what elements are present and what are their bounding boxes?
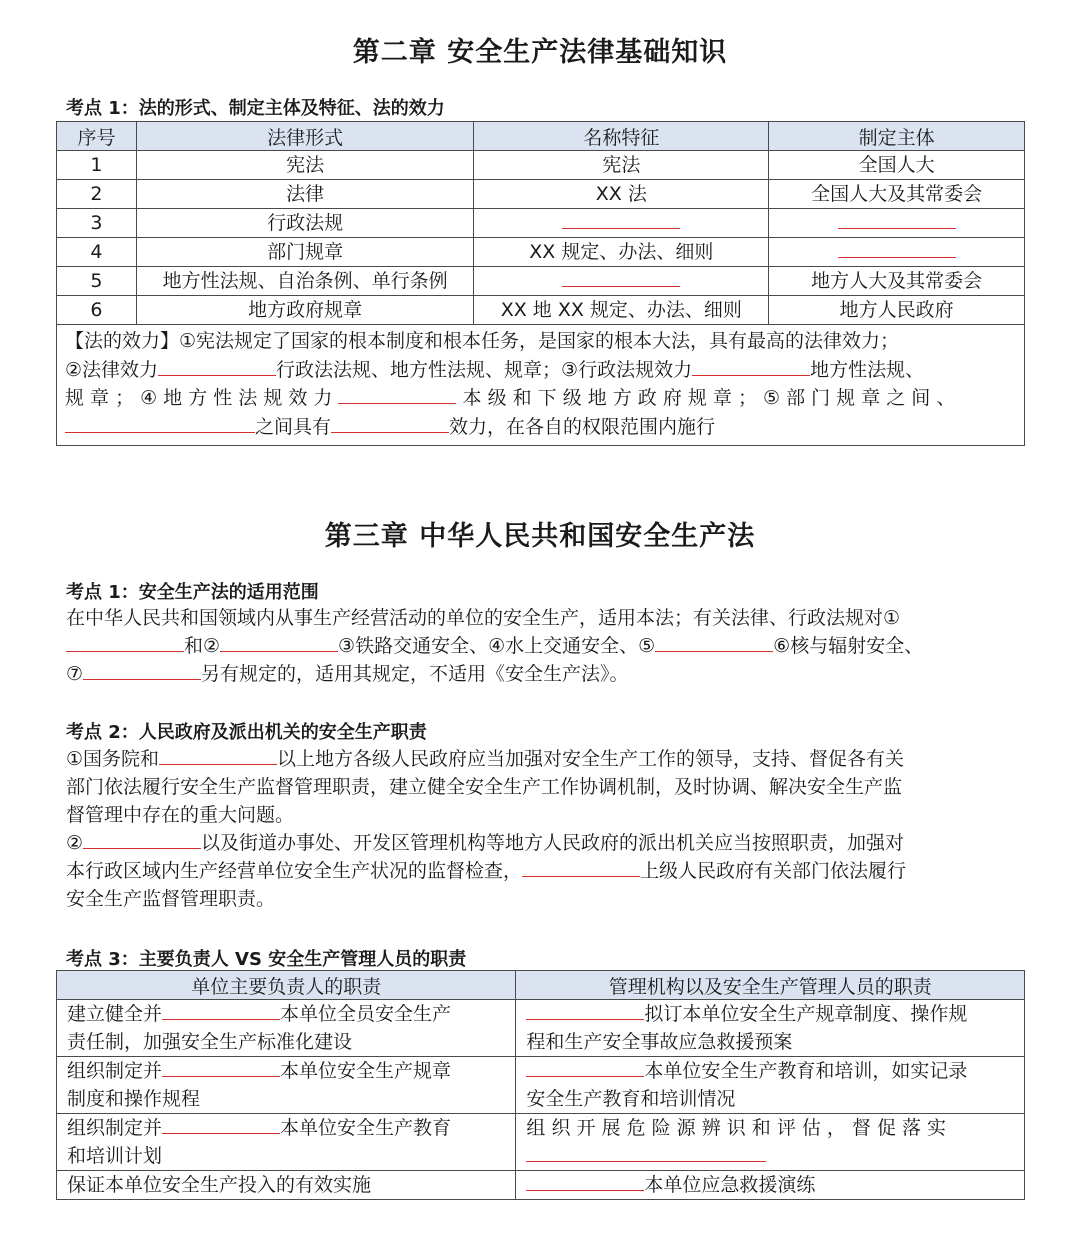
duties-table bbox=[56, 970, 1025, 1200]
cell-no: 5 bbox=[57, 267, 137, 296]
ch3-kd3-heading: 考点 3：主要负责人 VS 安全生产管理人员的职责 bbox=[66, 949, 467, 970]
table-row bbox=[57, 1171, 1025, 1200]
fill-blank bbox=[526, 1058, 644, 1077]
fill-blank bbox=[526, 1172, 644, 1191]
cell-no: 6 bbox=[57, 296, 137, 325]
fill-blank bbox=[838, 210, 956, 229]
chapter2-title: 第二章 安全生产法律基础知识 bbox=[352, 37, 728, 68]
fill-blank bbox=[66, 633, 184, 652]
kd2-line-5: 本行政区域内生产经营单位安全生产状况的监督检查， 上级人民政府有关部门依法履行 bbox=[66, 860, 907, 882]
cell-principal: 组织制定并 本单位安全生产规章 制度和操作规程 bbox=[57, 1057, 516, 1114]
table-row bbox=[57, 267, 1025, 296]
fill-blank bbox=[220, 633, 338, 652]
fill-blank bbox=[331, 414, 449, 433]
cell-form: 宪法 bbox=[136, 151, 474, 180]
kd1-line-1: 在中华人民共和国领域内从事生产经营活动的单位的安全生产，适用本法；有关法律、行政法规对① bbox=[66, 607, 901, 629]
cell-feature: 宪法 bbox=[474, 151, 769, 180]
fill-blank bbox=[83, 661, 201, 680]
header-form: 法律形式 bbox=[136, 122, 474, 151]
header-manager: 管理机构以及安全生产管理人员的职责 bbox=[516, 971, 1025, 1000]
fill-blank bbox=[526, 1001, 644, 1020]
cell-body: 全国人大 bbox=[769, 151, 1025, 180]
fill-blank bbox=[838, 239, 956, 258]
cell-no: 1 bbox=[57, 151, 137, 180]
cell-principal: 建立健全并 本单位全员安全生产 责任制，加强安全生产标准化建设 bbox=[57, 1000, 516, 1057]
table-row bbox=[57, 1114, 1025, 1171]
fill-blank bbox=[162, 1001, 280, 1020]
header-no: 序号 bbox=[57, 122, 137, 151]
fill-blank bbox=[162, 1058, 280, 1077]
effect-line-3: 规 章 ； ④ 地 方 性 法 规 效 力 本 级 和 下 级 地 方 政 府 规 章 ； ⑤ 部 门 规 章 之 间 、 bbox=[65, 387, 956, 409]
header-principal: 单位主要负责人的职责 bbox=[57, 971, 516, 1000]
fill-blank bbox=[338, 385, 456, 404]
ch3-kd1-heading: 考点 1：安全生产法的适用范围 bbox=[66, 582, 319, 603]
cell-form: 行政法规 bbox=[136, 209, 474, 238]
table-header-row bbox=[57, 122, 1025, 151]
kd2-line-3: 督管理中存在的重大问题。 bbox=[66, 804, 295, 826]
kd1-line-2: 和② ③铁路交通安全、④水上交通安全、⑤ ⑥核与辐射安全、 bbox=[66, 632, 1016, 660]
kd2-line-2: 部门依法履行安全生产监督管理职责，建立健全安全生产工作协调机制，及时协调、解决安全生产监 bbox=[66, 776, 903, 798]
cell-manager: 本单位安全生产教育和培训，如实记录 安全生产教育和培训情况 bbox=[516, 1057, 1025, 1114]
fill-blank bbox=[162, 1115, 280, 1134]
cell-no: 4 bbox=[57, 238, 137, 267]
cell-manager: 组 织 开 展 危 险 源 辨 识 和 评 估 ， 督 促 落 实 bbox=[516, 1114, 1025, 1171]
kd1-line-3: ⑦ 另有规定的，适用其规定，不适用《安全生产法》。 bbox=[66, 663, 629, 685]
fill-blank bbox=[655, 633, 773, 652]
table-row bbox=[57, 151, 1025, 180]
fill-blank bbox=[158, 357, 276, 376]
table-row bbox=[57, 1000, 1025, 1057]
fill-blank bbox=[562, 268, 680, 287]
table-row bbox=[57, 1057, 1025, 1114]
cell-body-blank bbox=[769, 209, 1025, 238]
ch3-kd2-text bbox=[66, 745, 1016, 913]
table-row bbox=[57, 296, 1025, 325]
effect-line-2: ②法律效力 行政法法规、地方性法规、规章；③行政法规效力 地方性法规、 bbox=[65, 358, 925, 381]
cell-no: 3 bbox=[57, 209, 137, 238]
effect-line-1: 【法的效力】①宪法规定了国家的根本制度和根本任务，是国家的根本大法，具有最高的法律效力； bbox=[65, 330, 900, 352]
fill-blank bbox=[65, 414, 255, 433]
header-feature: 名称特征 bbox=[474, 122, 769, 151]
cell-body: 地方人民政府 bbox=[769, 296, 1025, 325]
law-effect-cell bbox=[57, 325, 1025, 446]
fill-blank bbox=[692, 357, 810, 376]
cell-principal: 保证本单位安全生产投入的有效实施 bbox=[57, 1171, 516, 1200]
ch3-kd2-heading: 考点 2：人民政府及派出机关的安全生产职责 bbox=[66, 722, 427, 743]
fill-blank bbox=[159, 746, 277, 765]
ch2-kd1-heading: 考点 1：法的形式、制定主体及特征、法的效力 bbox=[66, 98, 445, 119]
cell-form: 地方政府规章 bbox=[136, 296, 474, 325]
cell-feature: XX 地 XX 规定、办法、细则 bbox=[474, 296, 769, 325]
fill-blank bbox=[562, 210, 680, 229]
table-row bbox=[57, 209, 1025, 238]
cell-body-blank bbox=[769, 238, 1025, 267]
cell-feature-blank bbox=[474, 209, 769, 238]
table-header-row bbox=[57, 971, 1025, 1000]
cell-form: 地方性法规、自治条例、单行条例 bbox=[136, 267, 474, 296]
cell-feature: XX 法 bbox=[474, 180, 769, 209]
kd2-line-4: ② 以及街道办事处、开发区管理机构等地方人民政府的派出机关应当按照职责，加强对 bbox=[66, 832, 905, 854]
cell-manager: 拟订本单位安全生产规章制度、操作规 程和生产安全事故应急救援预案 bbox=[516, 1000, 1025, 1057]
table-row bbox=[57, 180, 1025, 209]
header-body: 制定主体 bbox=[769, 122, 1025, 151]
ch3-kd1-text bbox=[66, 604, 1016, 688]
cell-body: 地方人大及其常委会 bbox=[769, 267, 1025, 296]
legal-forms-table bbox=[56, 121, 1025, 446]
cell-feature: XX 规定、办法、细则 bbox=[474, 238, 769, 267]
kd2-line-1: ①国务院和 以上地方各级人民政府应当加强对安全生产工作的领导，支持、督促各有关 bbox=[66, 748, 905, 770]
fill-blank bbox=[83, 830, 201, 849]
cell-manager: 本单位应急救援演练 bbox=[516, 1171, 1025, 1200]
cell-form: 部门规章 bbox=[136, 238, 474, 267]
cell-body: 全国人大及其常委会 bbox=[769, 180, 1025, 209]
law-effect-row bbox=[57, 325, 1025, 446]
cell-form: 法律 bbox=[136, 180, 474, 209]
chapter3-title: 第三章 中华人民共和国安全生产法 bbox=[324, 521, 756, 552]
table-row bbox=[57, 238, 1025, 267]
effect-line-4: 之间具有 效力，在各自的权限范围内施行 bbox=[65, 413, 1016, 442]
cell-feature-blank bbox=[474, 267, 769, 296]
cell-principal: 组织制定并 本单位安全生产教育 和培训计划 bbox=[57, 1114, 516, 1171]
fill-blank bbox=[526, 1143, 766, 1162]
fill-blank bbox=[522, 858, 640, 877]
kd2-line-6: 安全生产监督管理职责。 bbox=[66, 888, 276, 910]
cell-no: 2 bbox=[57, 180, 137, 209]
